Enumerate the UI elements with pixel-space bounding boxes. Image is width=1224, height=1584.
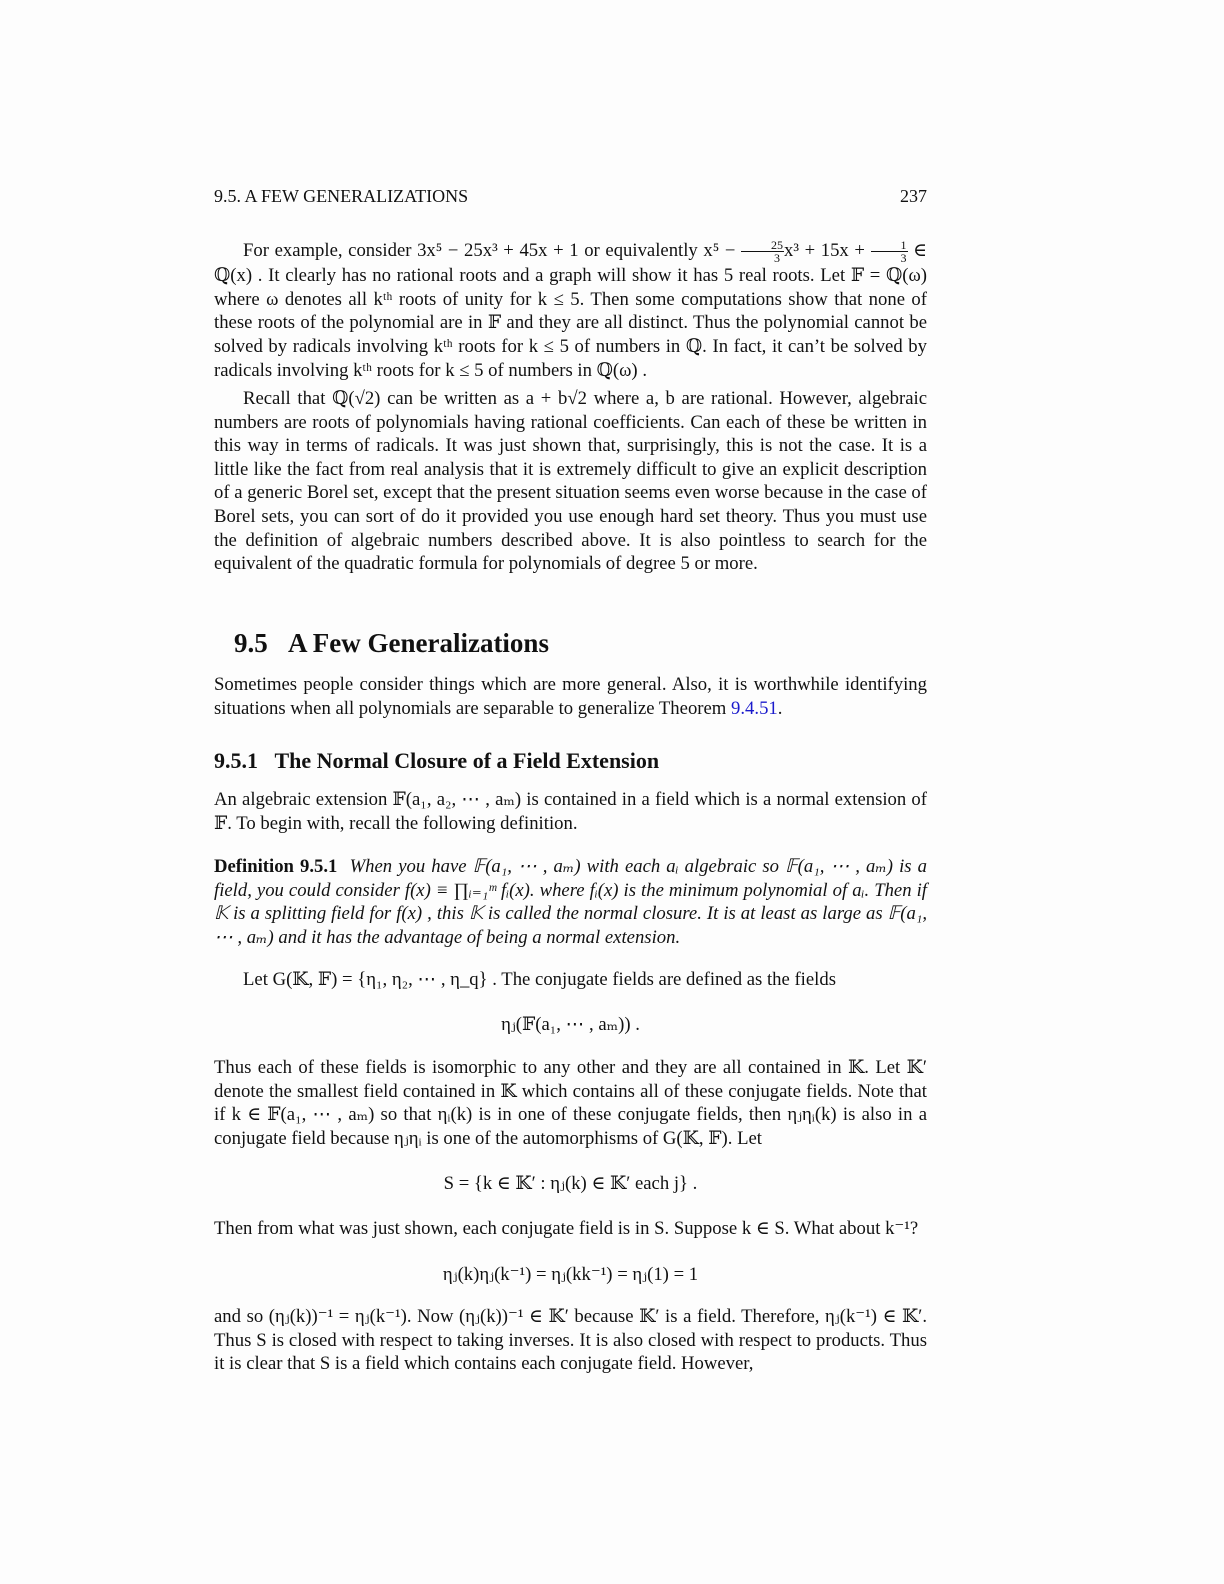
paragraph-generalizations: Sometimes people consider things which are more general. Also, it is worthwhile identifying situations when all polynomials are separable to generalize Theorem 9.4.51.: [214, 674, 927, 719]
paragraph-inverse-question: Then from what was just shown, each conjugate field is in S. Suppose k ∈ S. What about k⁻¹?: [214, 1218, 919, 1239]
section-number: 9.5: [234, 628, 268, 658]
definition-block: [214, 855, 927, 949]
definition-label: Definition 9.5.1: [214, 856, 338, 877]
paragraph-recall: Recall that ℚ(√2) can be written as a + b√2 where a, b are rational. However, algebraic numbers are roots of polynomials having rational coefficients. Can each of these be written in this way in terms of radicals. It was just shown that, surprisingly, this is not the case. It is a little like the fact from real analysis that it is extremely difficult to give an explicit description of a generic Borel set, except that the present situation seems even worse because in the case of Borel sets, you can sort of do it provided you use enough hard set theory. Thus you must use the definition of algebraic numbers described above. It is also pointless to search for the equivalent of the quadratic formula for polynomials of degree 5 or more.: [214, 388, 927, 575]
section-heading: [234, 628, 549, 659]
p1-line1-start: For example, consider 3x⁵ − 25x³ + 45x + 1 or equivalently x⁵ −: [243, 240, 742, 261]
subsection-number: 9.5.1: [214, 748, 258, 773]
paragraph-example: [214, 239, 927, 382]
theorem-link[interactable]: 9.4.51: [731, 697, 778, 719]
p1-line1-mid: x³ + 15x +: [784, 240, 871, 261]
paragraph-galois-group: Let G(𝕂, 𝔽) = {η₁, η₂, ⋯ , η_q} . The conjugate fields are defined as the fields: [243, 969, 836, 990]
p1-rest: It clearly has no rational roots and a graph will show it has 5 real roots. Let 𝔽 = ℚ(ω) where ω denotes all kᵗʰ roots of unity for k ≤ 5. Then some computations show that none of these roots of the polynomial are in 𝔽 and they are all distinct. Thus the polynomial cannot be solved by radicals involving kᵗʰ roots for k ≤ 5 of numbers in ℚ. In fact, it can’t be solved by radicals involving kᵗʰ roots for k ≤ 5 of numbers in ℚ(ω) .: [214, 265, 928, 381]
subsection-heading: [214, 748, 659, 774]
page-number: 237: [900, 186, 927, 206]
equation-inverse: ηⱼ(k)ηⱼ(k⁻¹) = ηⱼ(kk⁻¹) = ηⱼ(1) = 1: [442, 1264, 699, 1285]
paragraph-closed-inverses: and so (ηⱼ(k))⁻¹ = ηⱼ(k⁻¹). Now (ηⱼ(k))⁻¹ ∈ 𝕂′ because 𝕂′ is a field. Therefore, ηⱼ(k⁻¹) ∈ 𝕂′. Thus S is closed with respect to taking inverses. It is also closed with respect to products. Thus it is clear that S is a field which contains each conjugate field. However,: [214, 1306, 927, 1375]
section-title: A Few Generalizations: [288, 628, 549, 658]
equation-conjugate-fields: ηⱼ(𝔽(a₁, ⋯ , aₘ)) .: [501, 1014, 640, 1035]
equation-set-s: S = {k ∈ 𝕂′ : ηⱼ(k) ∈ 𝕂′ each j} .: [443, 1173, 698, 1194]
running-title: 9.5. A FEW GENERALIZATIONS: [214, 186, 469, 206]
running-header: [214, 186, 927, 207]
paragraph-conjugate: Thus each of these fields is isomorphic to any other and they are all contained in 𝕂. Let 𝕂′ denote the smallest field contained in 𝕂 which contains all of these conjugate fields. Note that if k ∈ 𝔽(a₁, ⋯ , aₘ) so that ηᵢ(k) is in one of these conjugate fields, then ηⱼηᵢ(k) is also in a conjugate field because ηⱼηᵢ is one of the automorphisms of G(𝕂, 𝔽). Let: [214, 1057, 927, 1149]
p1-line1-end: ∈ ℚ(x) .: [214, 240, 927, 287]
fraction-1-3: $\frac{1}{3}$: [871, 239, 908, 264]
definition-text: When you have 𝔽(a₁, ⋯ , aₘ) with each aᵢ algebraic so 𝔽(a₁, ⋯ , aₘ) is a field, you could consider f(x) ≡ ∏ᵢ₌₁ᵐ fᵢ(x). where fᵢ(x) is the minimum polynomial of aᵢ. Then if 𝕂 is a splitting field for f(x) , this 𝕂 is called the normal closure. It is at least as large as 𝔽(a₁, ⋯ , aₘ) and it has the advantage of being a normal extension.: [214, 856, 928, 948]
fraction-25-3: $\frac{25}{3}$: [741, 239, 784, 264]
paragraph-algebraic-extension: An algebraic extension 𝔽(a₁, a₂, ⋯ , aₘ) is contained in a field which is a normal extension of 𝔽. To begin with, recall the following definition.: [214, 789, 927, 834]
subsection-title: The Normal Closure of a Field Extension: [274, 748, 660, 773]
